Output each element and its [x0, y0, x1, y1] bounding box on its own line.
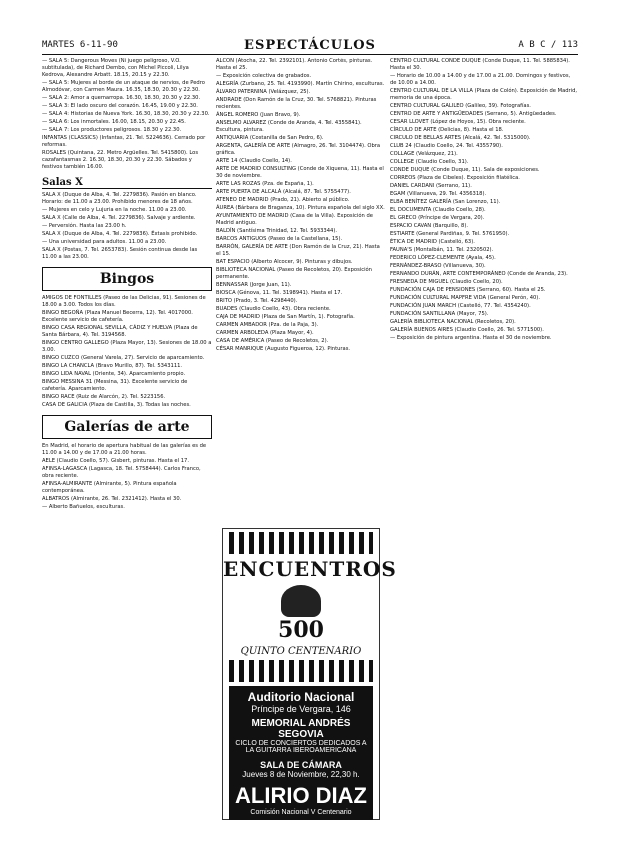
ad-memorial: MEMORIAL ANDRÉS SEGOVIA	[251, 718, 351, 740]
gallery-listing: CARMEN AMBADOR (Pza. de la Paja, 3).	[216, 322, 319, 328]
gallery-listing: EL DOCUMENTA (Claudio Coello, 28).	[390, 207, 486, 213]
gallery-listing: ARTE PUERTA DE ALCALÁ (Alcalá, 87. Tel. 5755477).	[216, 189, 351, 195]
crown-emblem-icon	[281, 585, 321, 617]
gallery-listing: CLUB 24 (Claudio Coello, 24. Tel. 4355790).	[390, 143, 503, 149]
gallery-listing: BAT ESPACIO (Alberto Alcocer, 9). Pinturas y dibujos.	[216, 259, 353, 265]
decorative-pattern	[229, 532, 373, 554]
gallery-listing: AYUNTAMIENTO DE MADRID (Casa de la Villa). Exposición de Madrid antiguo.	[216, 213, 373, 226]
ad-venue-address: Príncipe de Vergara, 146	[251, 704, 351, 714]
gallery-listing: CENTRO CULTURAL CONDE DUQUE (Conde Duque, 11. Tel. 5885834). Hasta el 30.	[390, 58, 570, 71]
gallery-listing: BRITO (Prado, 3. Tel. 4298440).	[216, 298, 298, 304]
gallery-listing: FUNDACIÓN SANTILLANA (Mayor, 75).	[390, 311, 489, 317]
gallery-listing: En Madrid, el horario de apertura habitual de las galerías es de 11.00 a 14.00 y de 17.00 a 21.00 horas.	[42, 443, 207, 456]
bingo-listing: BINGO CASA REGIONAL SEVILLA, CÁDIZ Y HUELVA (Plaza de Santa Bárbara, 4). Tel. 3194568.	[42, 325, 198, 338]
gallery-listing: — Exposición de pintura argentina. Hasta el 30 de noviembre.	[390, 335, 552, 341]
gallery-listing: BALDÍN (Santísima Trinidad, 12. Tel. 5933344).	[216, 228, 337, 234]
cinema-listing: — SALA 5: Dangerous Moves (Ni juego peligroso, V.O. subtitulada), de Richard Dembo, con Michel Piccoli, Lilya Kedrova, Alexandre Arbatt. 18.15, 20.15 y 22.30.	[42, 58, 189, 78]
salas-x-listing: SALA X (Duque de Alba, 4. Tel. 2279836). Pasión en blanco. Horario: de 11.00 a 23.00. Prohibido menores de 18 años.	[42, 192, 197, 205]
ad-venue: Auditorio Nacional	[247, 690, 355, 704]
salas-x-listing: — Una universidad para adultos. 11.00 a 23.00.	[42, 239, 167, 245]
gallery-listing: ESTIARTE (General Pardiñas, 9. Tel. 5761950).	[390, 231, 510, 237]
cinema-listing: — SALA 2: Amor a quemarropa. 16.30, 18.30, 20.30 y 22.30.	[42, 95, 201, 101]
salas-x-listing: SALA X (Postas, 7. Tel. 2653783). Sesión continua desde las 11.00 a las 23.00.	[42, 247, 198, 260]
gallery-listing: BIBLIOTECA NACIONAL (Paseo de Recoletos, 20). Exposición permanente.	[216, 267, 372, 280]
gallery-listing: FUNDACIÓN CULTURAL MAPFRE VIDA (General Perón, 40).	[390, 295, 540, 301]
ad-ciclo: CICLO DE CONCIERTOS DEDICADOS A LA GUITARRA IBEROAMERICANA	[235, 740, 367, 754]
gallery-listing: COLLEGE (Claudio Coello, 31).	[390, 159, 469, 165]
gallery-listing: CAJA DE MADRID (Plaza de San Martín, 1). Fotografía.	[216, 314, 355, 320]
gallery-listing: EGAM (Villanueva, 29. Tel. 4356318).	[390, 191, 487, 197]
gallery-listing: CESAR LLOVET (López de Hoyos, 15). Obra reciente.	[390, 119, 526, 125]
decorative-pattern-2	[229, 660, 373, 682]
gallery-listing: EL GRECO (Príncipe de Vergara, 20).	[390, 215, 485, 221]
gallery-listing: COLLAGE (Velázquez, 21).	[390, 151, 458, 157]
bingo-listing: BINGO CUZCO (General Varela, 27). Servicio de aparcamiento.	[42, 355, 205, 361]
gallery-listing: CÍRCULO DE ARTE (Delicias, 8). Hasta el 18.	[390, 127, 504, 133]
gallery-listing: BENNASSAR (Jorge Juan, 11).	[216, 282, 292, 288]
gallery-listing: GALERÍA BUENOS AIRES (Claudio Coello, 26. Tel. 5771500).	[390, 327, 544, 333]
gallery-listing: — Horario de 10.00 a 14.00 y de 17.00 a 21.00. Domingos y festivos, de 10.00 a 14.00.	[390, 73, 571, 86]
bingo-listing: BINGO CENTRO GALLEGO (Plaza Mayor, 13). Sesiones de 18.00 a 3.00.	[42, 340, 212, 353]
gallery-listing: — Alberto Bañuelos, esculturas.	[42, 504, 125, 510]
gallery-listing: ÉTICA DE MADRID (Castelló, 63).	[390, 239, 475, 245]
gallery-listing: ARTE DE MADRID CONSULTING (Conde de Xiquena, 11). Hasta el 30 de noviembre.	[216, 166, 384, 179]
gallery-listing: CENTRO CULTURAL DE LA VILLA (Plaza de Colón). Exposición de Madrid, memoria de una época.	[390, 88, 578, 101]
bingo-listing: CASA DE GALICIA (Plaza de Castilla, 3). Todas las noches.	[42, 402, 191, 408]
quinto-centenario-logo: 500	[278, 617, 324, 643]
cinema-listing: — SALA 3: El lado oscuro del corazón. 16.45, 19.00 y 22.30.	[42, 103, 198, 109]
gallery-listing: ESPACIO CAVAN (Barquillo, 8).	[390, 223, 468, 229]
page-header	[42, 38, 578, 55]
gallery-listing: ALBATROS (Almirante, 26. Tel. 2321412). Hasta el 30.	[42, 496, 182, 502]
galerias-heading: Galerías de arte	[42, 415, 212, 439]
bingo-listing: BINGO BEGOÑA (Plaza Manuel Becerra, 12). Tel. 4017000. Excelente servicio de cafetería.	[42, 310, 193, 323]
salas-x-listing: — Mujeres en celo y Lujuria en la noche. 11.00 a 23.00.	[42, 207, 187, 213]
gallery-listing: ANTIQUARIA (Costanilla de San Pedro, 6).	[216, 135, 324, 141]
column-1	[42, 58, 212, 796]
gallery-listing: ARTE LAS ROZAS (Pza. de España, 1).	[216, 181, 314, 187]
gallery-listing: ARTE 14 (Claudio Coello, 14).	[216, 158, 292, 164]
concert-advertisement	[222, 528, 397, 820]
salas-x-listing: SALA X (Calle de Alba, 4. Tel. 2279836). Salvaje y ardiente.	[42, 215, 196, 221]
gallery-listing: CÉSAR MANRIQUE (Augusto Figueroa, 12). Pinturas.	[216, 346, 351, 352]
bingo-listing: AMIGOS DE FONTILLES (Paseo de las Delicias, 91). Sesiones de 18.00 a 3.00. Todos los días.	[42, 295, 206, 308]
gallery-listing: ARGENTA, GALERÍA DE ARTE (Almagro, 26. Tel. 3104474). Obra gráfica.	[216, 143, 381, 156]
ad-date: Jueves 8 de Noviembre, 22,30 h.	[242, 770, 360, 779]
listing-infantas: INFANTAS (CLASSICS) (Infantas, 21. Tel. 5224636). Cerrado por reformas.	[42, 135, 206, 148]
gallery-listing: CENTRO CULTURAL GALILEO (Galileo, 39). Fotografías.	[390, 103, 531, 109]
column-3	[390, 58, 578, 808]
gallery-listing: FAUNA'S (Montalbán, 11. Tel. 2320502).	[390, 247, 494, 253]
gallery-listing: ANDRADE (Don Ramón de la Cruz, 30. Tel. 5768821). Pinturas recientes.	[216, 97, 377, 110]
bingo-listing: BINGO LA CHANCLA (Bravo Murillo, 87). Tel. 5343111.	[42, 363, 183, 369]
bingo-listing: BINGO LIDA NAVAL (Oriente, 34). Aparcamiento propio.	[42, 371, 186, 377]
listing-rosales: ROSALES (Quintana, 22. Metro Argüelles. Tel. 5415800). Los cazafantasmas 2. 16.30, 18.30, 20.30 y 22.30. Sábados y festivos también 16.00.	[42, 150, 199, 170]
gallery-listing: AELE (Claudio Coello, 57). Gisbert, pinturas. Hasta el 17.	[42, 458, 189, 464]
gallery-listing: ÁUREA (Bárbara de Braganza, 10). Pintura española del siglo XX.	[216, 205, 385, 211]
gallery-listing: FERNÁNDEZ-BRASO (Villanueva, 30).	[390, 263, 486, 269]
cinema-listing: — SALA 4: Historias de Nueva York. 16.30, 18.30, 20.30 y 22.30.	[42, 111, 210, 117]
salas-x-listing: — Perversión. Hasta las 23.00 h.	[42, 223, 127, 229]
gallery-listing: CIRCULO DE BELLAS ARTES (Alcalá, 42. Tel. 5315000).	[390, 135, 531, 141]
gallery-listing: ATENEO DE MADRID (Prado, 21). Abierto al público.	[216, 197, 350, 203]
gallery-listing: AFINSA-LAGASCA (Lagasca, 18. Tel. 5758444). Carlos Franco, obra reciente.	[42, 466, 201, 479]
gallery-listing: BARCOS ANTIGUOS (Paseo de la Castellana, 15).	[216, 236, 343, 242]
cinema-listing: — SALA 7: Los productores peligrosos. 18.30 y 22.30.	[42, 127, 182, 133]
gallery-listing: BIOSCA (Génova, 11. Tel. 3198941). Hasta el 17.	[216, 290, 343, 296]
ad-artist: ALIRIO DIAZ	[235, 783, 367, 808]
ad-title: ENCUENTROS	[223, 557, 397, 581]
gallery-listing: ÁLVARO PATERNINA (Velázquez, 25).	[216, 89, 311, 95]
cinema-listing: — SALA 6: Los inmortales. 16.00, 18.15, 20.30 y 22.45.	[42, 119, 186, 125]
gallery-listing: CONDE DUQUE (Conde Duque, 11). Sala de exposiciones.	[390, 167, 540, 173]
bingo-listing: BINGO MESSINA 31 (Messina, 31). Excelente servicio de cafetería. Aparcamiento.	[42, 379, 188, 392]
gallery-listing: GALERÍA BIBLIOTECA NACIONAL (Recoletos, 20).	[390, 319, 516, 325]
salas-x-heading: Salas X	[42, 177, 212, 189]
section-title: ESPECTÁCULOS	[244, 38, 376, 53]
cinema-listing: — SALA 5: Mujeres al borde de un ataque de nervios, de Pedro Almodóvar, con Carmen Maura. 16.35, 18.30, 20.30 y 22.30.	[42, 80, 205, 93]
gallery-listing: — Exposición colectiva de grabados.	[216, 73, 312, 79]
header-date: MARTES 6-11-90	[42, 40, 118, 50]
gallery-listing: ALEGRÍA (Zurbano, 25. Tel. 4193990). Martín Chirino, esculturas.	[216, 81, 385, 87]
gallery-listing: ÁNGEL ROMERO (Juan Bravo, 9).	[216, 112, 301, 118]
ad-sala: SALA DE CÁMARA	[260, 760, 342, 770]
gallery-listing: ANSELMO ALVAREZ (Conde de Aranda, 4. Tel. 4355841). Escultura, pintura.	[216, 120, 362, 133]
bingo-listing: BINGO RACE (Ruiz de Alarcón, 2). Tel. 5223156.	[42, 394, 166, 400]
gallery-listing: CARMEN ARBOLEDA (Plaza Mayor, 4).	[216, 330, 314, 336]
gallery-listing: ALCON (Atocha, 22. Tel. 2392101). Antonio Cortés, pinturas. Hasta el 25.	[216, 58, 373, 71]
gallery-listing: CORREOS (Plaza de Cibeles). Exposición filatélica.	[390, 175, 520, 181]
gallery-listing: FRESNEDA DE MIGUEL (Claudio Coello, 20).	[390, 279, 503, 285]
gallery-listing: CASA DE AMÉRICA (Paseo de Recoletos, 2).	[216, 338, 329, 344]
gallery-listing: BUADES (Claudio Coello, 43). Obra reciente.	[216, 306, 331, 312]
gallery-listing: FEDERICO LÓPEZ-CLEMENTE (Ayala, 45).	[390, 255, 496, 261]
gallery-listing: CENTRO DE ARTE Y ANTIGÜEDADES (Serrano, 5). Antigüedades.	[390, 111, 557, 117]
column-2	[216, 58, 386, 526]
gallery-listing: BARRÓN, GALERÍA DE ARTE (Don Ramón de la Cruz, 21). Hasta el 15.	[216, 244, 380, 257]
ad-footer: Comisión Nacional V Centenario	[250, 809, 352, 816]
salas-x-listing: SALA X (Duque de Alba, 4. Tel. 2279836). Éxtasis prohibido.	[42, 231, 198, 237]
header-page: A B C / 113	[518, 40, 578, 50]
gallery-listing: FUNDACIÓN CAJA DE PENSIONES (Serrano, 60). Hasta el 25.	[390, 287, 546, 293]
gallery-listing: FERNANDO DURÁN, ARTE CONTEMPORÁNEO (Conde de Aranda, 23).	[390, 271, 568, 277]
bingos-heading: Bingos	[42, 267, 212, 291]
gallery-listing: FUNDACIÓN JUAN MARCH (Castelló, 77. Tel. 4354240).	[390, 303, 531, 309]
ad-subtitle: QUINTO CENTENARIO	[240, 646, 362, 657]
gallery-listing: AFINSA-ALMIRANTE (Almirante, 5). Pintura española contemporánea.	[42, 481, 177, 494]
gallery-listing: ELBA BENÍTEZ GALERÍA (San Lorenzo, 11).	[390, 199, 501, 205]
gallery-listing: DANIEL CARDANI (Serrano, 11).	[390, 183, 472, 189]
ad-details	[229, 686, 373, 820]
